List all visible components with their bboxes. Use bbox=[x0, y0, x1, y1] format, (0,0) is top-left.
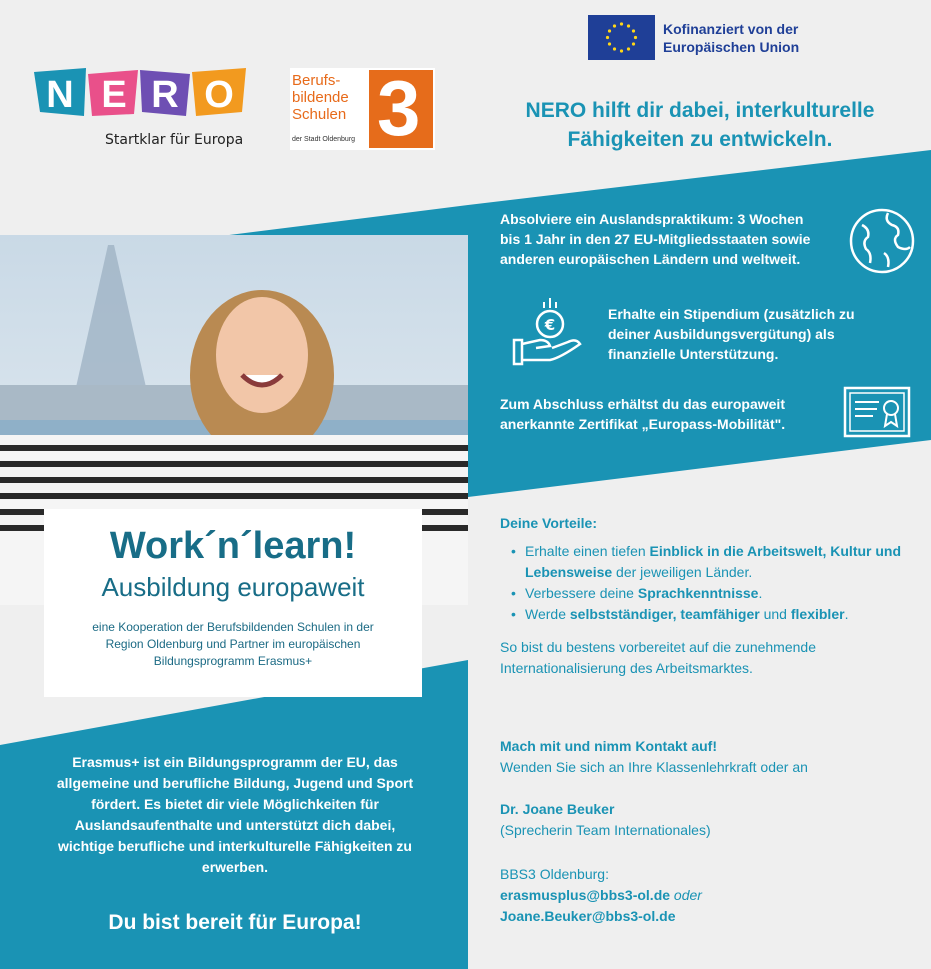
contact-cta bbox=[500, 736, 920, 778]
email-link-beuker[interactable]: Joane.Beuker@bbs3-ol.de bbox=[500, 908, 676, 924]
benefit1-line1: Absolviere ein Auslandspraktikum: 3 Wochen bbox=[500, 211, 804, 227]
money-hand-icon bbox=[510, 296, 582, 368]
bbs-line1: Berufs- bbox=[292, 72, 341, 89]
work-n-learn-description bbox=[58, 619, 408, 670]
contact-person bbox=[500, 799, 920, 841]
vorteil1-bold2: Lebensweise bbox=[525, 564, 613, 580]
vorteil2-text: Verbessere deine bbox=[525, 585, 638, 601]
contact-org: BBS3 Oldenburg: bbox=[500, 866, 609, 882]
nero-letter-n: N bbox=[46, 74, 74, 116]
vorteil1-text: Erhalte einen tiefen bbox=[525, 543, 650, 559]
bbs-logo bbox=[290, 64, 435, 152]
list-item bbox=[511, 604, 931, 625]
contact-emails bbox=[500, 864, 920, 927]
benefit-scholarship bbox=[608, 304, 898, 364]
email-oder: oder bbox=[673, 887, 702, 903]
nero-subtitle: Startklar für Europa bbox=[105, 132, 244, 148]
benefit2-line3: finanzielle Unterstützung. bbox=[608, 346, 779, 362]
list-item bbox=[511, 541, 931, 583]
wl-desc-line1: eine Kooperation der Berufsbildenden Schulen in der bbox=[92, 620, 374, 634]
erasmus-description bbox=[40, 752, 430, 878]
erasmus-line4: Auslandsaufenthalte und unterstützt dich dabei, bbox=[74, 817, 396, 833]
contact-name: Dr. Joane Beuker bbox=[500, 801, 615, 817]
contact-role: (Sprecherin Team Internationales) bbox=[500, 822, 711, 838]
nero-letter-r: R bbox=[151, 74, 179, 116]
certificate-icon bbox=[843, 386, 911, 438]
benefit-internship bbox=[500, 209, 840, 269]
benefit1-line2: bis 1 Jahr in den 27 EU-Mitgliedsstaaten sowie bbox=[500, 231, 811, 247]
summary-line2: Internationalisierung des Arbeitsmarktes. bbox=[500, 660, 753, 676]
vorteil3-bold2: flexibler bbox=[790, 606, 845, 622]
eu-text-line1: Kofinanziert von der bbox=[663, 20, 799, 37]
work-n-learn-box bbox=[44, 509, 422, 697]
erasmus-line3: fördert. Es bietet dir viele Möglichkeiten für bbox=[91, 796, 379, 812]
email-link-erasmusplus[interactable]: erasmusplus@bbs3-ol.de bbox=[500, 887, 671, 903]
contact-cta-text: Wenden Sie sich an Ihre Klassenlehrkraft oder an bbox=[500, 759, 808, 775]
erasmus-line5: wichtige berufliche und interkulturelle Fähigkeiten zu bbox=[58, 838, 412, 854]
vorteil3-text3: . bbox=[844, 606, 849, 622]
benefit1-line3: anderen europäischen Ländern und weltweit. bbox=[500, 251, 801, 267]
benefit2-line1: Erhalte ein Stipendium (zusätzlich zu bbox=[608, 306, 855, 322]
headline-line2: Fähigkeiten zu entwickeln. bbox=[567, 128, 833, 151]
erasmus-line2: allgemeine und berufliche Bildung, Jugend und Sport bbox=[56, 775, 414, 791]
vorteil3-bold: selbstständiger, teamfähiger bbox=[569, 606, 760, 622]
contact-cta-heading: Mach mit und nimm Kontakt auf! bbox=[500, 738, 717, 754]
work-n-learn-subtitle: Ausbildung europaweit bbox=[101, 572, 365, 602]
erasmus-line1: Erasmus+ ist ein Bildungsprogramm der EU, das bbox=[72, 754, 398, 770]
vorteil1-bold: Einblick in die Arbeitswelt, Kultur und bbox=[649, 543, 902, 559]
headline-line1: NERO hilft dir dabei, interkulturelle bbox=[525, 99, 875, 122]
vorteile-title: Deine Vorteile: bbox=[500, 515, 597, 531]
ready-for-europe-slogan: Du bist bereit für Europa! bbox=[108, 911, 362, 934]
benefit3-line2: anerkannte Zertifikat „Europass-Mobilität". bbox=[500, 416, 786, 432]
eu-flag-icon bbox=[588, 15, 655, 60]
vorteil2-bold: Sprachkenntnisse bbox=[637, 585, 759, 601]
vorteil1-text2: der jeweiligen Länder. bbox=[612, 564, 753, 580]
list-item bbox=[511, 583, 931, 604]
svg-text:€: € bbox=[544, 316, 556, 334]
wl-desc-line3: Bildungsprogramm Erasmus+ bbox=[153, 654, 313, 668]
nero-letter-o: O bbox=[204, 74, 234, 116]
wl-desc-line2: Region Oldenburg und Partner im europäischen bbox=[105, 637, 361, 651]
vorteile-list bbox=[511, 541, 931, 625]
nero-logo bbox=[34, 68, 246, 116]
summary-line1: So bist du bestens vorbereitet auf die zunehmende bbox=[500, 639, 816, 655]
benefit3-line1: Zum Abschluss erhältst du das europaweit bbox=[500, 396, 785, 412]
work-n-learn-title: Work´n´learn! bbox=[109, 525, 357, 567]
bbs-number: 3 bbox=[377, 64, 421, 152]
bbs-line3: Schulen bbox=[292, 106, 347, 123]
benefit2-line2: deiner Ausbildungsvergütung) als bbox=[608, 326, 835, 342]
benefit-certificate bbox=[500, 394, 830, 434]
eu-text-line2: Europäischen Union bbox=[663, 38, 800, 55]
eu-cofunded-badge bbox=[588, 15, 799, 60]
globe-icon bbox=[848, 207, 916, 275]
vorteile-summary bbox=[500, 637, 900, 679]
bbs-number-block bbox=[369, 64, 433, 152]
vorteil2-text2: . bbox=[758, 585, 763, 601]
erasmus-line6: erwerben. bbox=[201, 859, 269, 875]
vorteil3-text2: und bbox=[759, 606, 791, 622]
bbs-small-text: der Stadt Oldenburg bbox=[292, 136, 356, 143]
nero-letter-e: E bbox=[101, 74, 127, 116]
bbs-line2: bildende bbox=[292, 89, 349, 106]
vorteil3-text: Werde bbox=[525, 606, 570, 622]
headline bbox=[500, 96, 900, 154]
